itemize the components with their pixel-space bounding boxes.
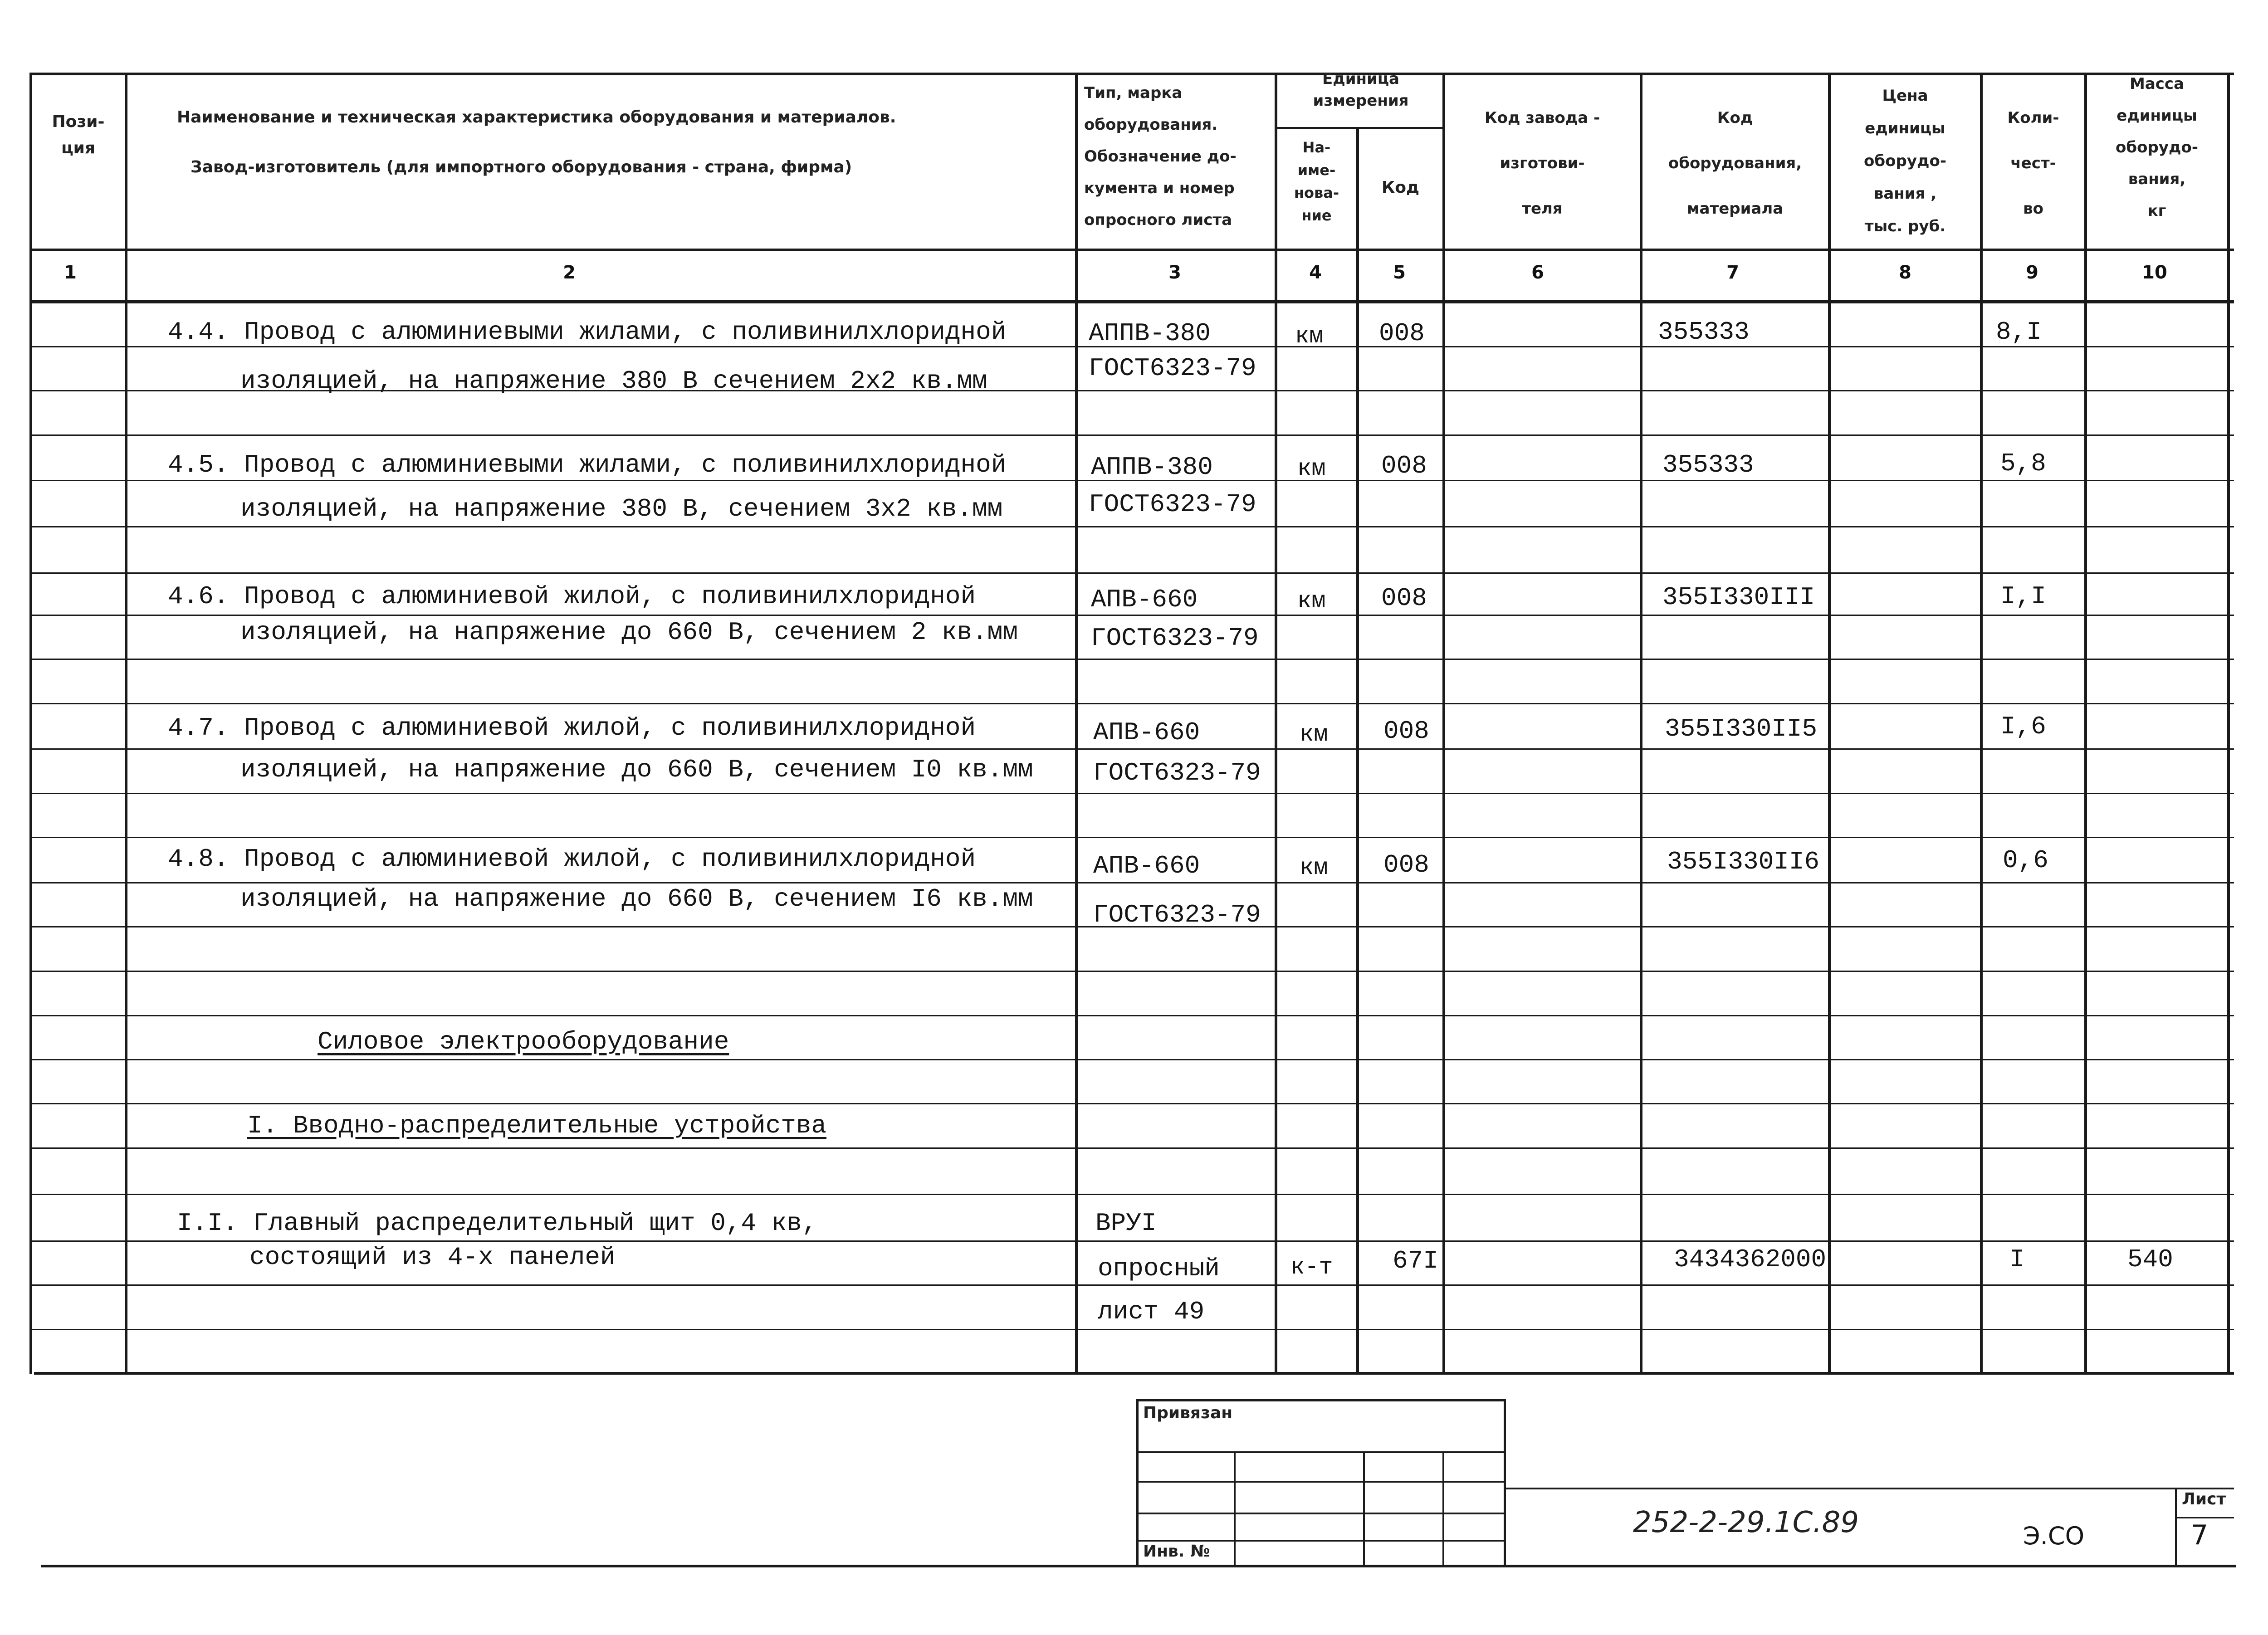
item-type: АППВ-380 bbox=[1091, 453, 1213, 482]
item-equipment-code: 355I330II5 bbox=[1665, 714, 1818, 743]
column-number: 10 bbox=[2142, 262, 2167, 283]
column-number: 9 bbox=[2026, 262, 2038, 283]
item-name-line2: изоляцией, на напряжение 380 В, сечением 3х2 кв.мм bbox=[240, 494, 1003, 523]
column-number: 5 bbox=[1393, 262, 1406, 283]
item-standard: ГОСТ6323-79 bbox=[1089, 490, 1256, 519]
item-mass: 540 bbox=[2127, 1245, 2173, 1274]
header-type: Тип, марка оборудования. Обозначение до- кумента и номер опросного листа bbox=[1084, 84, 1237, 229]
item-unit-code: 67I bbox=[1393, 1246, 1438, 1275]
item-name-line2: изоляцией, на напряжение 380 В сечением 2х2 кв.мм bbox=[240, 366, 987, 395]
item-unit-code: 008 bbox=[1383, 717, 1429, 746]
item-name-line2: изоляцией, на напряжение до 660 В, сечением I0 кв.мм bbox=[240, 755, 1033, 784]
subsection-title: I. Вводно-распределительные устройства bbox=[247, 1111, 827, 1140]
header-position: Пози- ция bbox=[52, 112, 105, 157]
item-type: АПВ-660 bbox=[1093, 851, 1200, 880]
header-unit-name: На- име- нова- ние bbox=[1294, 139, 1339, 224]
sheet-label: Лист bbox=[2182, 1490, 2226, 1508]
item-unit-code: 008 bbox=[1383, 850, 1429, 879]
item-name-line1: 4.4. Провод с алюминиевыми жилами, с поливинилхлоридной bbox=[168, 317, 1007, 347]
column-number: 2 bbox=[563, 262, 576, 283]
item-unit: км bbox=[1297, 455, 1326, 482]
header-unit-group: Единица измерения bbox=[1313, 70, 1409, 110]
sheet-code: Э.СО bbox=[2023, 1522, 2085, 1550]
column-number: 7 bbox=[1726, 262, 1739, 283]
item-equipment-code: 355333 bbox=[1658, 317, 1750, 347]
item-unit-code: 008 bbox=[1381, 584, 1427, 613]
item-standard: ГОСТ6323-79 bbox=[1091, 624, 1259, 653]
header-name-line2: Завод-изготовитель (для импортного оборудования - страна, фирма) bbox=[191, 158, 852, 176]
sheet-number: 7 bbox=[2191, 1519, 2209, 1551]
item-name-line2: изоляцией, на напряжение до 660 В, сечением I6 кв.мм bbox=[240, 884, 1033, 913]
column-number: 1 bbox=[64, 262, 77, 283]
item-name-line1: 4.6. Провод с алюминиевой жилой, с поливинилхлоридной bbox=[168, 582, 976, 611]
item-quantity: I,6 bbox=[2000, 712, 2046, 741]
item-quantity: 5,8 bbox=[2000, 449, 2046, 478]
item-quantity: 0,6 bbox=[2003, 846, 2048, 875]
stamp-inventory-label: Инв. № bbox=[1143, 1542, 1210, 1561]
column-number: 4 bbox=[1309, 262, 1322, 283]
item-survey: опросный bbox=[1098, 1254, 1220, 1283]
item-unit-code: 008 bbox=[1379, 319, 1425, 348]
item-equipment-code: 355I330II6 bbox=[1667, 847, 1820, 876]
item-quantity: 8,I bbox=[1996, 317, 2042, 347]
item-unit: км bbox=[1300, 721, 1328, 748]
item-name-line2: состоящий из 4-х панелей bbox=[249, 1243, 616, 1272]
stamp-attached-label: Привязан bbox=[1143, 1404, 1233, 1422]
item-type: АПВ-660 bbox=[1093, 718, 1200, 747]
item-equipment-code: 355333 bbox=[1662, 450, 1754, 479]
header-factory-code: Код завода - изготови- теля bbox=[1484, 109, 1600, 218]
header-mass: Масса единицы оборудо- вания, кг bbox=[2116, 75, 2198, 220]
item-standard: ГОСТ6323-79 bbox=[1093, 900, 1261, 929]
item-equipment-code: 355I330III bbox=[1662, 583, 1815, 612]
header-unit-code: Код bbox=[1381, 178, 1420, 197]
header-price: Цена единицы оборудо- вания , тыс. руб. bbox=[1864, 87, 1946, 235]
item-type: АППВ-380 bbox=[1089, 319, 1211, 348]
column-number: 8 bbox=[1899, 262, 1911, 283]
item-quantity: I,I bbox=[2000, 582, 2046, 611]
item-survey-sheet: лист 49 bbox=[1098, 1297, 1205, 1326]
item-unit: км bbox=[1297, 588, 1326, 615]
item-unit: к-т bbox=[1290, 1254, 1333, 1281]
section-title: Силовое электрооборудование bbox=[318, 1027, 729, 1056]
item-equipment-code: 3434362000 bbox=[1674, 1245, 1827, 1274]
item-standard: ГОСТ6323-79 bbox=[1093, 758, 1261, 787]
header-name-line1: Наименование и техническая характеристика оборудования и материалов. bbox=[177, 108, 896, 127]
column-number: 6 bbox=[1531, 262, 1544, 283]
item-unit: км bbox=[1300, 854, 1328, 881]
item-quantity: I bbox=[2009, 1245, 2025, 1274]
item-unit-code: 008 bbox=[1381, 451, 1427, 480]
item-unit: км bbox=[1295, 323, 1324, 350]
item-name-line1: 4.7. Провод с алюминиевой жилой, с поливинилхлоридной bbox=[168, 713, 976, 742]
header-equipment-code: Код оборудования, материала bbox=[1668, 109, 1802, 218]
item-type: ВРУI bbox=[1095, 1209, 1157, 1238]
item-standard: ГОСТ6323-79 bbox=[1089, 354, 1256, 383]
column-number: 3 bbox=[1168, 262, 1181, 283]
item-name-line1: 4.5. Провод с алюминиевыми жилами, с поливинилхлоридной bbox=[168, 450, 1007, 479]
item-type: АПВ-660 bbox=[1091, 585, 1198, 614]
document-number: 252-2-29.1С.89 bbox=[1633, 1506, 1859, 1539]
item-name-line1: 4.8. Провод с алюминиевой жилой, с поливинилхлоридной bbox=[168, 844, 976, 874]
item-name-line2: изоляцией, на напряжение до 660 В, сечением 2 кв.мм bbox=[240, 618, 1018, 647]
header-quantity: Коли- чест- во bbox=[2007, 109, 2059, 218]
item-name-line1: I.I. Главный распределительный щит 0,4 кв, bbox=[177, 1209, 817, 1238]
